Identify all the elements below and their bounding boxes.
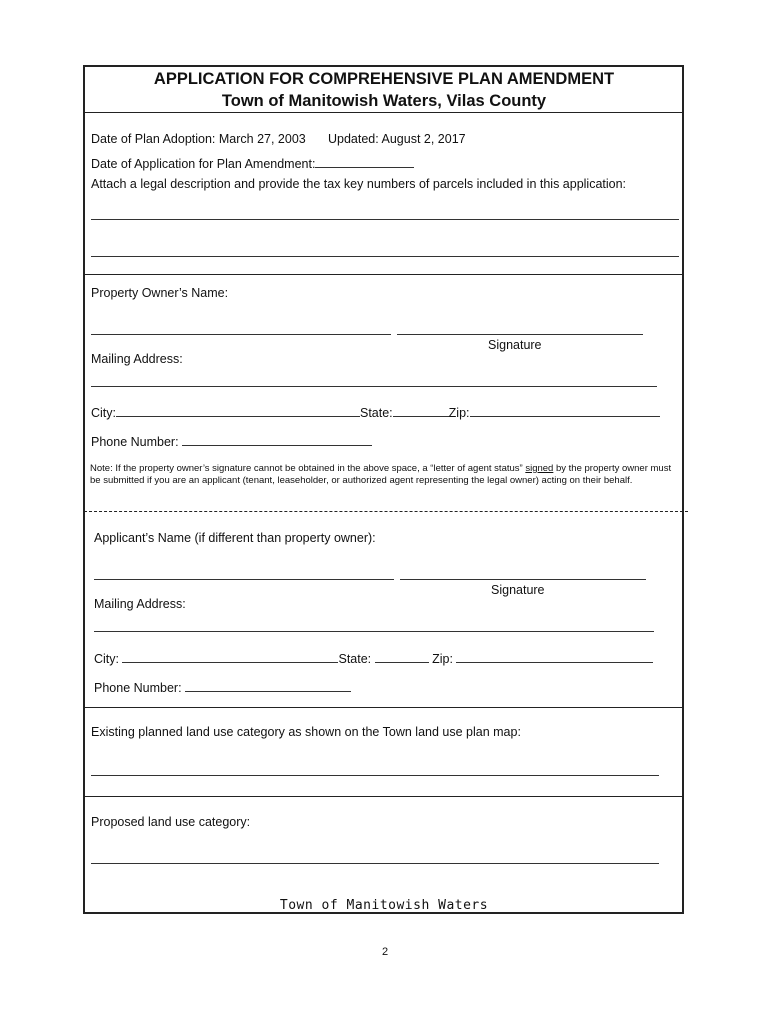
- section-divider: [84, 707, 684, 708]
- applicant-phone-label: Phone Number:: [94, 681, 182, 695]
- proposed-land-use-label: Proposed land use category:: [91, 815, 251, 829]
- owner-name-label: Property Owner’s Name:: [91, 286, 229, 300]
- owner-mailing-line[interactable]: [91, 386, 657, 387]
- application-date-field[interactable]: [91, 155, 414, 172]
- plan-adoption-date: Date of Plan Adoption: March 27, 2003: [91, 132, 306, 146]
- owner-name-line[interactable]: [91, 334, 391, 335]
- existing-land-use-line[interactable]: [91, 775, 659, 776]
- applicant-phone-line[interactable]: [185, 679, 351, 692]
- owner-zip-label: Zip:: [448, 406, 470, 420]
- section-divider: [84, 274, 684, 275]
- section-divider: [84, 796, 684, 797]
- section-divider: [84, 511, 688, 512]
- owner-state-line[interactable]: [393, 404, 449, 417]
- applicant-name-line[interactable]: [94, 579, 394, 580]
- section-divider: [84, 112, 684, 113]
- applicant-phone-field: [94, 679, 351, 696]
- application-date-label: Date of Application for Plan Amendment:: [91, 157, 316, 171]
- owner-phone-line[interactable]: [182, 433, 372, 446]
- form-title: APPLICATION FOR COMPREHENSIVE PLAN AMENDMENT: [153, 70, 615, 88]
- owner-city-label: City:: [91, 406, 116, 420]
- page-number: 2: [381, 946, 389, 958]
- owner-signature-line[interactable]: [397, 334, 643, 335]
- agent-note-text-end: by the property owner must be submitted if you are an applicant (tenant, leaseholder, or authorized agent representing the legal owner) acting on their behalf.: [90, 463, 672, 487]
- applicant-state-line[interactable]: [375, 650, 429, 663]
- attach-instruction: Attach a legal description and provide the tax key numbers of parcels included in this application:: [91, 177, 627, 191]
- form-frame: [83, 65, 684, 914]
- plan-updated-date: Updated: August 2, 2017: [328, 132, 466, 146]
- applicant-city-state-zip: [94, 650, 653, 667]
- applicant-state-label: State:: [338, 652, 372, 666]
- applicant-city-line[interactable]: [122, 650, 338, 663]
- applicant-name-label: Applicant’s Name (if different than property owner):: [94, 531, 376, 545]
- legal-description-line-1[interactable]: [91, 219, 679, 220]
- owner-city-line[interactable]: [116, 404, 360, 417]
- owner-signature-label: Signature: [488, 338, 542, 352]
- existing-land-use-label: Existing planned land use category as shown on the Town land use plan map:: [91, 725, 521, 739]
- owner-phone-field: [91, 433, 372, 450]
- applicant-zip-line[interactable]: [456, 650, 653, 663]
- applicant-mailing-label: Mailing Address:: [94, 597, 186, 611]
- owner-mailing-label: Mailing Address:: [91, 352, 183, 366]
- applicant-zip-label: Zip:: [432, 652, 453, 666]
- form-subtitle: Town of Manitowish Waters, Vilas County: [221, 92, 547, 110]
- legal-description-line-2[interactable]: [91, 256, 679, 257]
- owner-zip-line[interactable]: [470, 404, 660, 417]
- owner-city-state-zip: [91, 404, 660, 421]
- applicant-city-label: City:: [94, 652, 119, 666]
- applicant-signature-line[interactable]: [400, 579, 646, 580]
- applicant-mailing-line[interactable]: [94, 631, 654, 632]
- agent-note: [90, 463, 675, 488]
- agent-note-text: Note: If the property owner’s signature cannot be obtained in the above space, a “letter of agent status”: [90, 463, 526, 474]
- owner-phone-label: Phone Number:: [91, 435, 179, 449]
- agent-note-emphasis: signed: [525, 463, 554, 474]
- application-date-line[interactable]: [315, 155, 414, 168]
- proposed-land-use-line[interactable]: [91, 863, 659, 864]
- owner-state-label: State:: [360, 406, 393, 420]
- town-name-footer: Town of Manitowish Waters: [279, 898, 489, 913]
- applicant-signature-label: Signature: [491, 583, 545, 597]
